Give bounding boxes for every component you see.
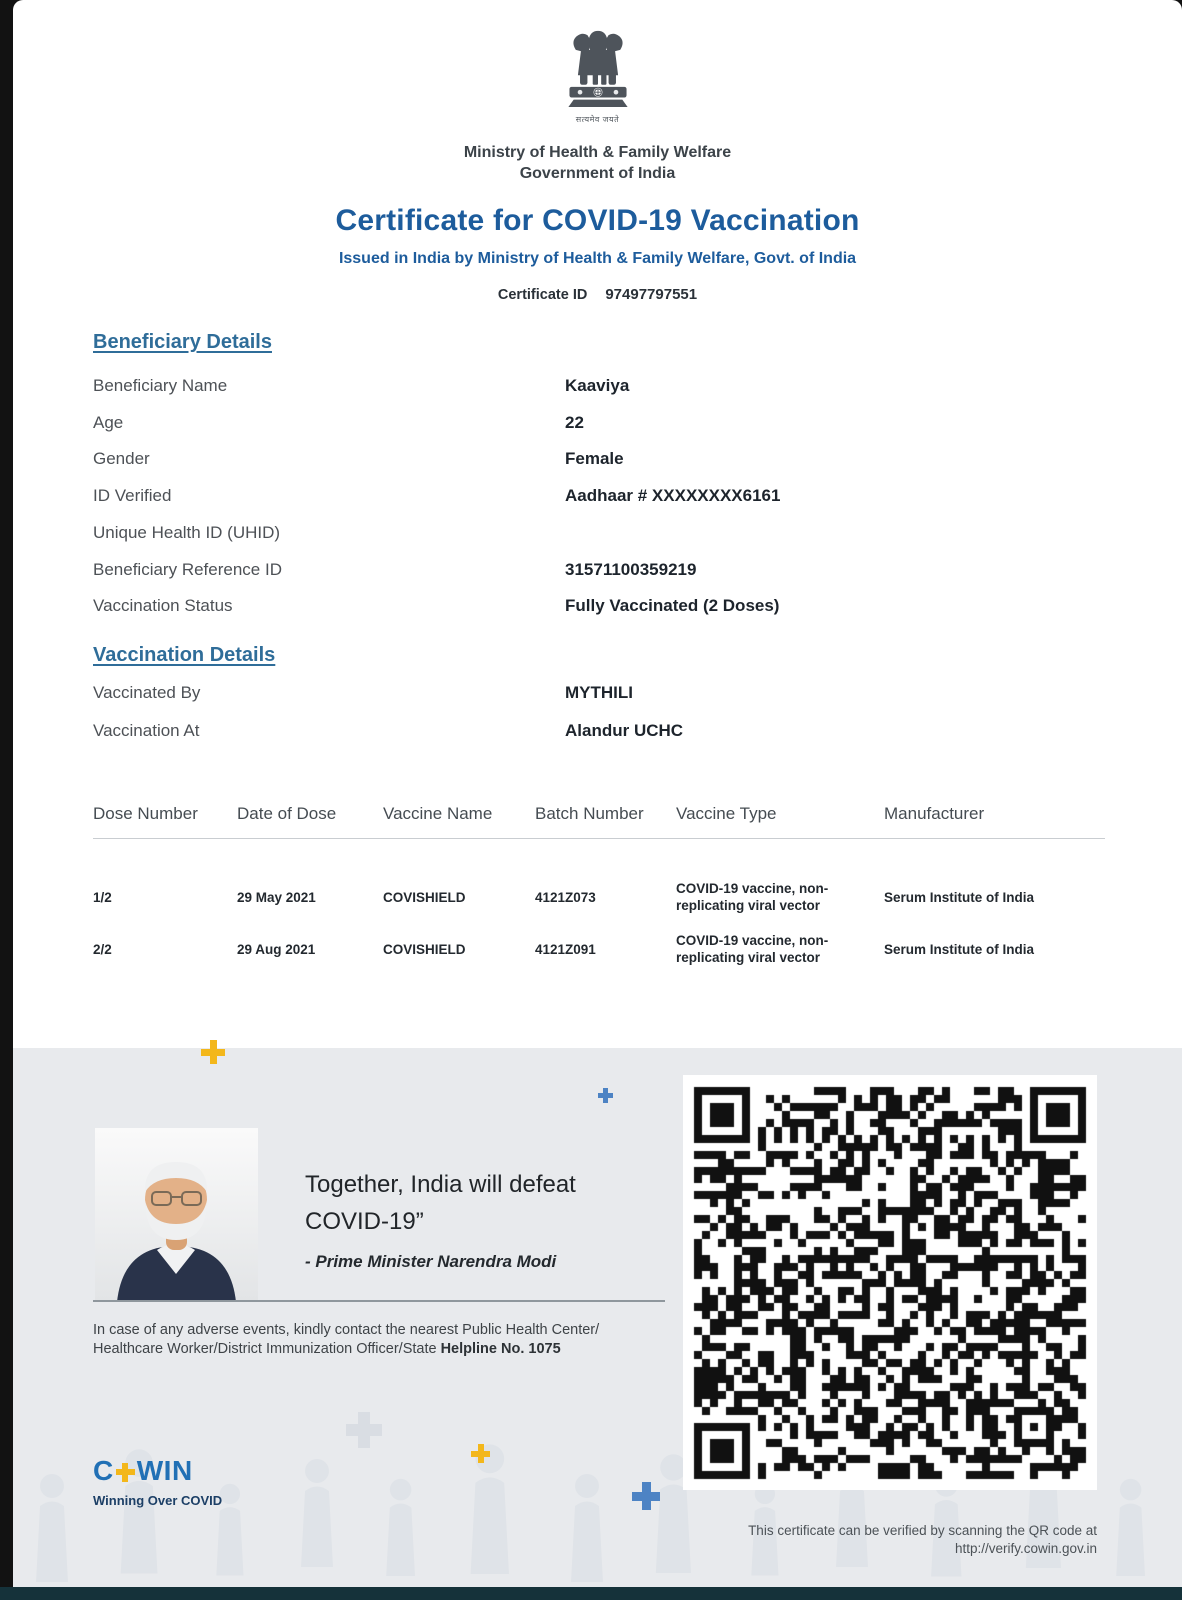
cowin-wordmark bbox=[93, 1455, 222, 1487]
qr-code-pattern bbox=[686, 1079, 1094, 1487]
column-header-dose-number: Dose Number bbox=[93, 804, 198, 823]
table-cell: Serum Institute of India bbox=[884, 889, 1035, 905]
field-value: Alandur UCHC bbox=[565, 721, 684, 740]
cowin-letters-win: WIN bbox=[136, 1455, 193, 1486]
quote bbox=[305, 1166, 576, 1272]
field-vaccination-at bbox=[93, 721, 1103, 743]
field-label: Age bbox=[93, 413, 124, 432]
cowin-letter-c: C bbox=[93, 1455, 114, 1486]
field-value: Fully Vaccinated (2 Doses) bbox=[565, 596, 780, 615]
field-vaccination-status bbox=[93, 596, 1103, 618]
table-cell: COVISHIELD bbox=[383, 889, 466, 905]
field-value: 22 bbox=[565, 413, 584, 432]
field-label: Unique Health ID (UHID) bbox=[93, 523, 281, 542]
quote-text: Together, India will defeat bbox=[305, 1171, 576, 1198]
pm-photo bbox=[95, 1128, 258, 1302]
column-header-batch-number: Batch Number bbox=[535, 804, 644, 823]
table-cell: COVID-19 vaccine, non-replicating viral vector bbox=[676, 933, 829, 965]
plus-decoration bbox=[201, 1040, 225, 1064]
column-header-date-of-dose: Date of Dose bbox=[237, 804, 337, 823]
government-name: Government of India bbox=[519, 165, 676, 182]
qr-code bbox=[683, 1075, 1097, 1490]
field-uhid bbox=[93, 523, 1103, 545]
emblem-motto: सत्यमेव जयते bbox=[575, 115, 620, 124]
column-header-vaccine-name: Vaccine Name bbox=[383, 804, 493, 823]
table-cell: Serum Institute of India bbox=[884, 941, 1035, 957]
table-cell: 2/2 bbox=[93, 941, 112, 957]
verify-note bbox=[748, 1522, 1097, 1558]
field-vaccinated-by bbox=[93, 683, 1103, 705]
quote-divider bbox=[93, 1300, 665, 1302]
vaccination-details-heading: Vaccination Details bbox=[93, 644, 276, 666]
field-value: 31571100359219 bbox=[565, 560, 697, 579]
field-label: Vaccination Status bbox=[93, 596, 233, 615]
certificate-page bbox=[13, 0, 1182, 1587]
page-bottom-edge bbox=[0, 1587, 1182, 1600]
field-value: Female bbox=[565, 449, 624, 468]
plus-decoration bbox=[471, 1444, 490, 1463]
field-age bbox=[93, 413, 1103, 435]
table-cell: 4121Z073 bbox=[535, 889, 596, 905]
quote-text: COVID-19” bbox=[305, 1208, 424, 1235]
field-label: Gender bbox=[93, 449, 150, 468]
table-cell: 29 Aug 2021 bbox=[237, 941, 316, 957]
field-label: Vaccination At bbox=[93, 721, 200, 740]
field-value: Aadhaar # XXXXXXXX6161 bbox=[565, 486, 781, 505]
adverse-events-line1: In case of any adverse events, kindly contact the nearest Public Health Center/ bbox=[93, 1322, 600, 1338]
beneficiary-details-heading: Beneficiary Details bbox=[93, 331, 272, 353]
certificate-title: Certificate for COVID-19 Vaccination bbox=[335, 204, 860, 237]
table-divider bbox=[93, 838, 1105, 839]
table-cell: COVISHIELD bbox=[383, 941, 466, 957]
field-id-verified bbox=[93, 486, 1103, 508]
quote-attribution: - Prime Minister Narendra Modi bbox=[305, 1252, 557, 1271]
adverse-events-line2 bbox=[93, 1340, 599, 1359]
field-value: MYTHILI bbox=[565, 683, 633, 702]
field-beneficiary-reference-id bbox=[93, 560, 1103, 582]
verify-url: http://verify.cowin.gov.in bbox=[954, 1541, 1097, 1556]
field-gender bbox=[93, 449, 1103, 471]
cowin-plus-icon bbox=[116, 1463, 135, 1482]
table-row bbox=[93, 923, 1105, 975]
table-row bbox=[93, 871, 1105, 923]
column-header-manufacturer: Manufacturer bbox=[884, 804, 985, 823]
field-label: Beneficiary Reference ID bbox=[93, 560, 282, 579]
field-label: ID Verified bbox=[93, 486, 172, 505]
field-label: Beneficiary Name bbox=[93, 376, 228, 395]
table-header-row bbox=[93, 804, 1105, 824]
field-value: Kaaviya bbox=[565, 376, 630, 395]
plus-decoration bbox=[632, 1482, 660, 1510]
ministry-name: Ministry of Health & Family Welfare bbox=[463, 144, 732, 161]
certificate-id-label: Certificate ID bbox=[497, 287, 588, 303]
cowin-logo bbox=[93, 1455, 222, 1508]
india-emblem-icon bbox=[13, 28, 1182, 125]
table-cell: COVID-19 vaccine, non-replicating viral vector bbox=[676, 881, 829, 913]
dose-table bbox=[93, 804, 1105, 975]
helpline-number: Helpline No. 1075 bbox=[440, 1341, 561, 1357]
adverse-events-note bbox=[93, 1321, 599, 1359]
certificate-id-value: 97497797551 bbox=[605, 286, 698, 303]
certificate-subtitle: Issued in India by Ministry of Health & Family Welfare, Govt. of India bbox=[338, 250, 857, 267]
field-beneficiary-name bbox=[93, 376, 1103, 398]
page-left-edge bbox=[0, 0, 13, 1600]
verify-text: This certificate can be verified by scanning the QR code at bbox=[748, 1523, 1097, 1538]
adverse-events-text: Healthcare Worker/District Immunization Officer/State bbox=[93, 1341, 441, 1357]
column-header-vaccine-type: Vaccine Type bbox=[676, 804, 777, 823]
certificate-id bbox=[13, 286, 1182, 303]
cowin-tagline: Winning Over COVID bbox=[93, 1493, 223, 1508]
table-cell: 29 May 2021 bbox=[237, 889, 316, 905]
table-cell: 4121Z091 bbox=[535, 941, 596, 957]
table-cell: 1/2 bbox=[93, 889, 112, 905]
field-label: Vaccinated By bbox=[93, 683, 201, 702]
plus-decoration bbox=[598, 1088, 613, 1103]
